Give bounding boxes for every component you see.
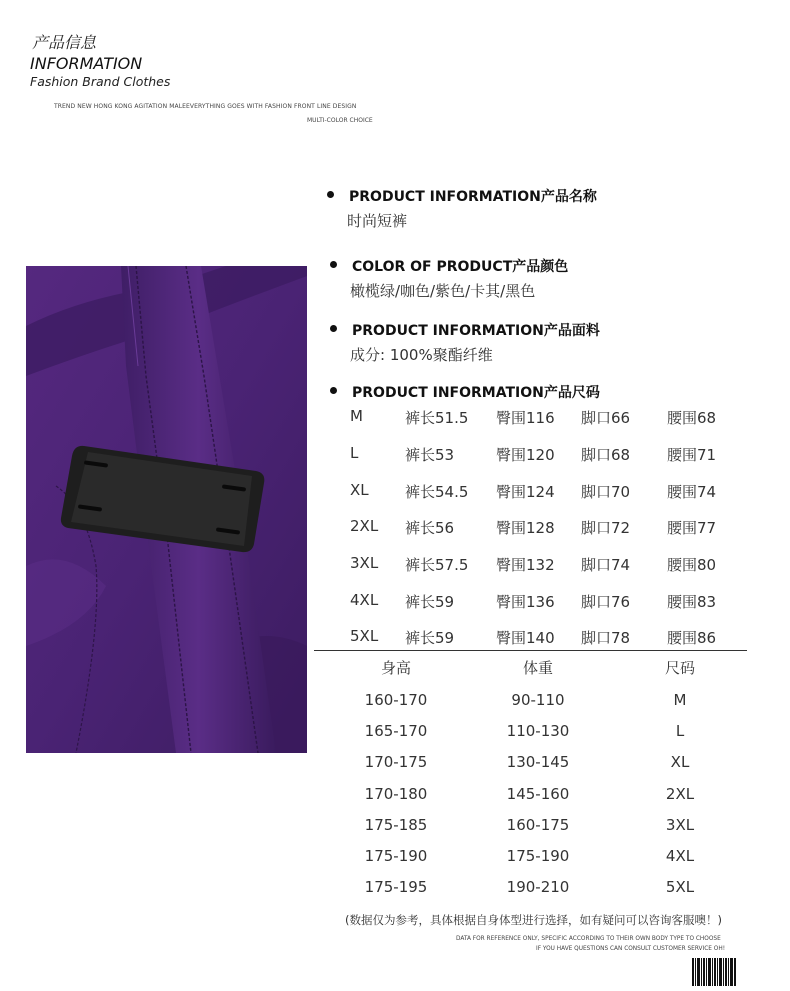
weight-cell: 130-145 [506,753,570,771]
weight-cell: 175-190 [506,847,570,865]
leg-opening-cell: 脚口74 [581,556,631,574]
product-color-section [330,256,750,306]
hip-cell: 臀围140 [496,629,555,647]
table-row [350,444,750,464]
product-photo [26,266,307,753]
product-name-value: 时尚短裤 [347,212,408,230]
size-cell: XL [670,753,690,771]
table-row [330,753,750,773]
table-row [330,847,750,867]
product-size-section [330,382,750,404]
product-name-title: PRODUCT INFORMATION产品名称 [349,189,597,205]
size-cell: 3XL [350,554,379,572]
size-cell: XL [350,481,369,499]
hip-cell: 臀围136 [496,593,555,611]
barcode-icon [692,958,736,986]
bullet-icon [327,191,334,198]
length-cell: 裤长59 [405,629,455,647]
waist-cell: 腰围83 [667,593,717,611]
length-cell: 裤长56 [405,519,455,537]
product-color-title: COLOR OF PRODUCT产品颜色 [352,259,569,275]
length-cell: 裤长53 [405,446,455,464]
weight-cell: 160-175 [506,816,570,834]
leg-opening-cell: 脚口76 [581,593,631,611]
waist-cell: 腰围86 [667,629,717,647]
waist-cell: 腰围80 [667,556,717,574]
table-row [330,691,750,711]
length-cell: 裤长54.5 [405,483,469,501]
weight-cell: 145-160 [506,785,570,803]
height-header: 身高 [380,659,411,677]
table-row [350,407,750,427]
table-row [350,554,750,574]
reference-note: (数据仅为参考，具体根据自身体型进行选择，如有疑问可以咨询客服噢！) [345,913,722,927]
product-fabric-value: 成分: 100%聚酯纤维 [350,346,493,364]
weight-cell: 190-210 [506,878,570,896]
waist-cell: 腰围68 [667,409,717,427]
product-name-section [327,186,747,236]
hip-cell: 臀围128 [496,519,555,537]
table-divider [314,650,747,651]
table-row [350,627,750,647]
table-row [350,591,750,611]
height-cell: 175-190 [364,847,428,865]
height-cell: 160-170 [364,691,428,709]
hip-cell: 臀围116 [496,409,555,427]
reference-note-en: DATA FOR REFERENCE ONLY, SPECIFIC ACCORDING TO THEIR OWN BODY TYPE TO CHOOSE [456,936,721,942]
header-subtitle: Fashion Brand Clothes [30,74,171,89]
table-header-row [330,657,750,677]
product-size-title: PRODUCT INFORMATION产品尺码 [352,385,600,401]
waist-cell: 腰围71 [667,446,717,464]
product-color-value: 橄榄绿/咖色/紫色/卡其/黑色 [350,282,536,300]
table-row [330,878,750,898]
table-row [330,722,750,742]
leg-opening-cell: 脚口66 [581,409,631,427]
leg-opening-cell: 脚口68 [581,446,631,464]
size-cell: 2XL [665,785,695,803]
leg-opening-cell: 脚口78 [581,629,631,647]
size-cell: L [675,722,685,740]
size-cell: 2XL [350,517,379,535]
length-cell: 裤长59 [405,593,455,611]
table-row [350,517,750,537]
height-cell: 165-170 [364,722,428,740]
weight-header: 体重 [522,659,553,677]
header-title-en: INFORMATION [30,54,143,73]
leg-opening-cell: 脚口70 [581,483,631,501]
hip-cell: 臀围132 [496,556,555,574]
weight-cell: 110-130 [506,722,570,740]
bullet-icon [330,387,337,394]
size-cell: 3XL [665,816,695,834]
header-title-cn: 产品信息 [32,33,97,52]
weight-cell: 90-110 [511,691,565,709]
height-cell: 170-180 [364,785,428,803]
table-row [330,816,750,836]
size-cell: 5XL [350,627,379,645]
table-row [350,481,750,501]
table-row [330,785,750,805]
hip-cell: 臀围124 [496,483,555,501]
size-cell: 4XL [350,591,379,609]
leg-opening-cell: 脚口72 [581,519,631,537]
product-fabric-title: PRODUCT INFORMATION产品面料 [352,323,600,339]
product-fabric-section [330,320,750,370]
waist-cell: 腰围74 [667,483,717,501]
bullet-icon [330,261,337,268]
size-cell: 4XL [665,847,695,865]
reference-note-en-2: IF YOU HAVE QUESTIONS CAN CONSULT CUSTOMER SERVICE OH! [536,946,726,952]
height-cell: 175-195 [364,878,428,896]
length-cell: 裤长51.5 [405,409,469,427]
height-cell: 170-175 [364,753,428,771]
waist-cell: 腰围77 [667,519,717,537]
bullet-icon [330,325,337,332]
length-cell: 裤长57.5 [405,556,469,574]
hip-cell: 臀围120 [496,446,555,464]
size-cell: L [350,444,359,462]
size-header: 尺码 [664,659,695,677]
size-cell: M [350,407,363,425]
size-cell: M [673,691,687,709]
height-cell: 175-185 [364,816,428,834]
header-tagline-2: MULTI-COLOR CHOICE [307,117,373,124]
size-cell: 5XL [665,878,695,896]
header-tagline: TREND NEW HONG KONG AGITATION MALEEVERYTHING GOES WITH FASHION FRONT LINE DESIGN [54,103,357,110]
